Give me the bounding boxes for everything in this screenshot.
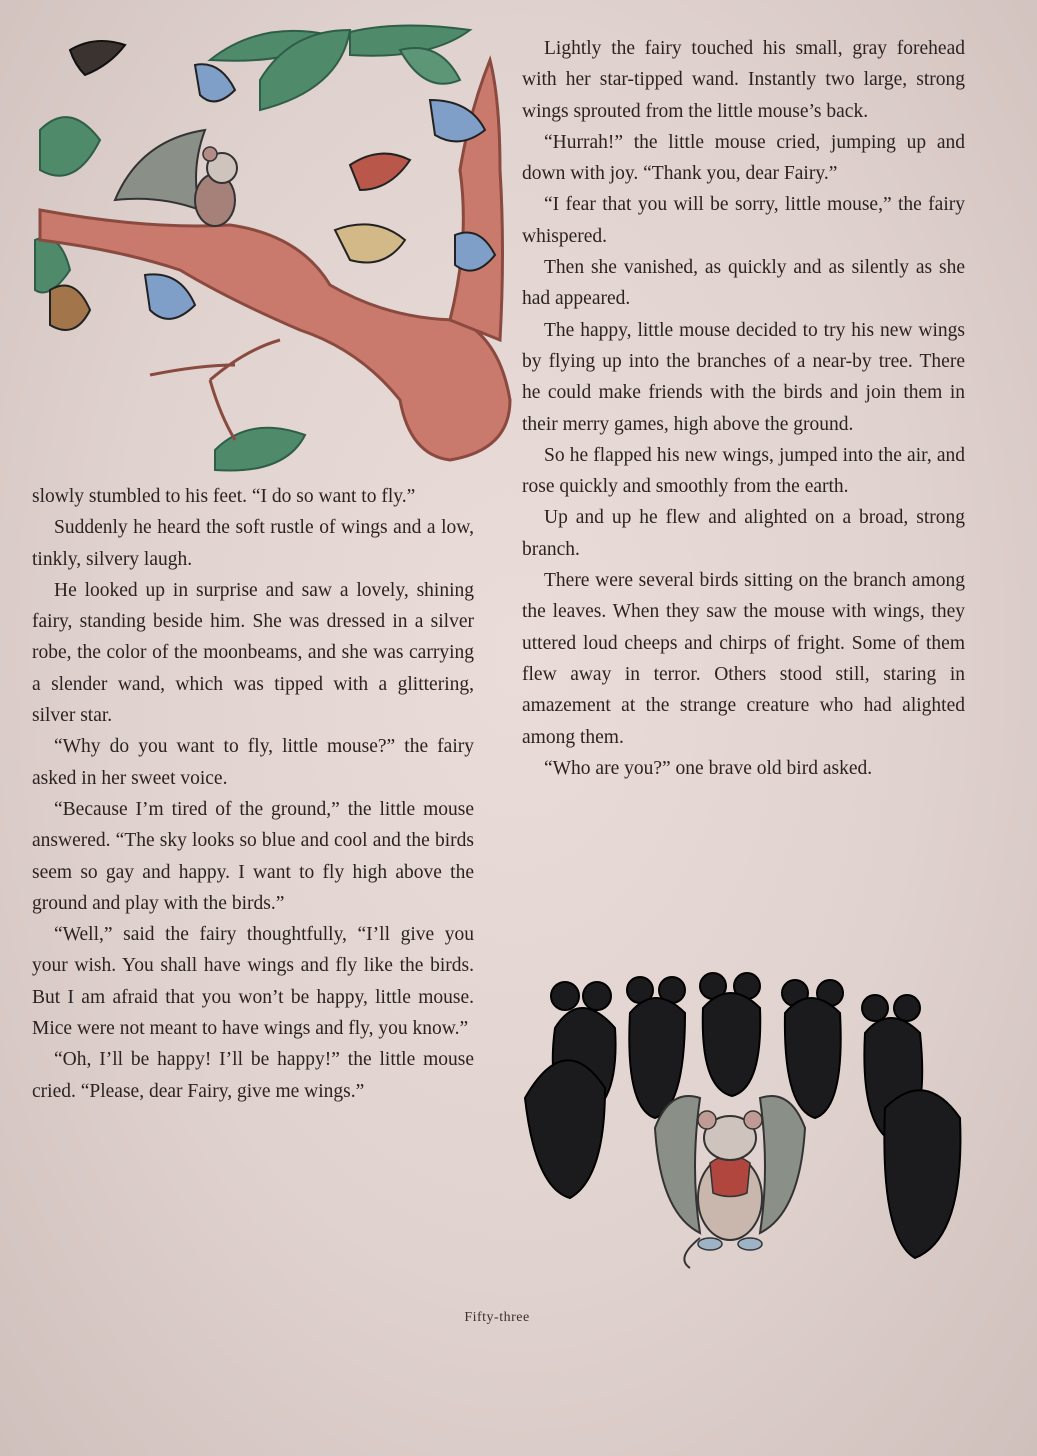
paragraph: “Oh, I’ll be happy! I’ll be happy!” the little mouse cried. “Please, dear Fairy, give me wings.” xyxy=(32,1049,474,1102)
winged-mouse-icon xyxy=(115,130,237,226)
paragraph: Lightly the fairy touched his small, gray forehead with her star-tipped wand. Instantly two large, strong wings sprouted from the little mouse’s back. xyxy=(522,38,965,122)
paragraph: “Why do you want to fly, little mouse?” the fairy asked in her sweet voice. xyxy=(32,736,474,789)
paragraph: Then she vanished, as quickly and as silently as she had appeared. xyxy=(522,257,965,310)
right-text-column xyxy=(522,33,965,784)
paragraph: So he flapped his new wings, jumped into the air, and rose quickly and smoothly from the earth. xyxy=(522,444,965,498)
paragraph: “I fear that you will be sorry, little mouse,” the fairy whispered. xyxy=(522,194,965,247)
paragraph: The happy, little mouse decided to try his new wings by flying up into the branches of a near-by tree. There he could make friends with the birds and join them in their merry games, high above the ground. xyxy=(522,319,965,435)
paragraph: “Because I’m tired of the ground,” the little mouse answered. “The sky looks so blue and cool and the birds seem so gay and happy. I want to fly high above the ground and play with the birds.” xyxy=(32,798,474,914)
paragraph: “Well,” said the fairy thoughtfully, “I’ll give you your wish. You shall have wings and fly like the birds. But I am afraid that you won’t be happy, little mouse. Mice were not meant to have wings and fly, you know.” xyxy=(32,924,474,1040)
paragraph: Suddenly he heard the soft rustle of wings and a low, tinkly, silvery laugh. xyxy=(32,517,474,570)
paragraph: Up and up he flew and alighted on a broad, strong branch. xyxy=(522,507,965,560)
paragraph: slowly stumbled to his feet. “I do so want to fly.” xyxy=(32,486,416,507)
page-number: Fifty-three xyxy=(464,1310,530,1325)
winged-mouse-icon xyxy=(655,1096,805,1268)
paragraph: “Who are you?” one brave old bird asked. xyxy=(544,757,873,779)
bats-circle-illustration xyxy=(485,968,975,1293)
tree-branch-with-birds-illustration xyxy=(30,20,520,480)
paragraph: He looked up in surprise and saw a lovely, shining fairy, standing beside him. She was dressed in a silver robe, the color of the moonbeams, and she was carrying a slender wand, which was tipped with a glittering, silver star. xyxy=(32,579,474,727)
paragraph: There were several birds sitting on the branch among the leaves. When they saw the mouse with wings, they uttered loud cheeps and chirps of fright. Some of them flew away in terror. Others stood still, staring in amazement at the strange creature who had alighted among them. xyxy=(522,570,965,748)
paragraph: “Hurrah!” the little mouse cried, jumping up and down with joy. “Thank you, dear Fairy.” xyxy=(522,131,965,185)
left-text-column xyxy=(32,481,474,1107)
